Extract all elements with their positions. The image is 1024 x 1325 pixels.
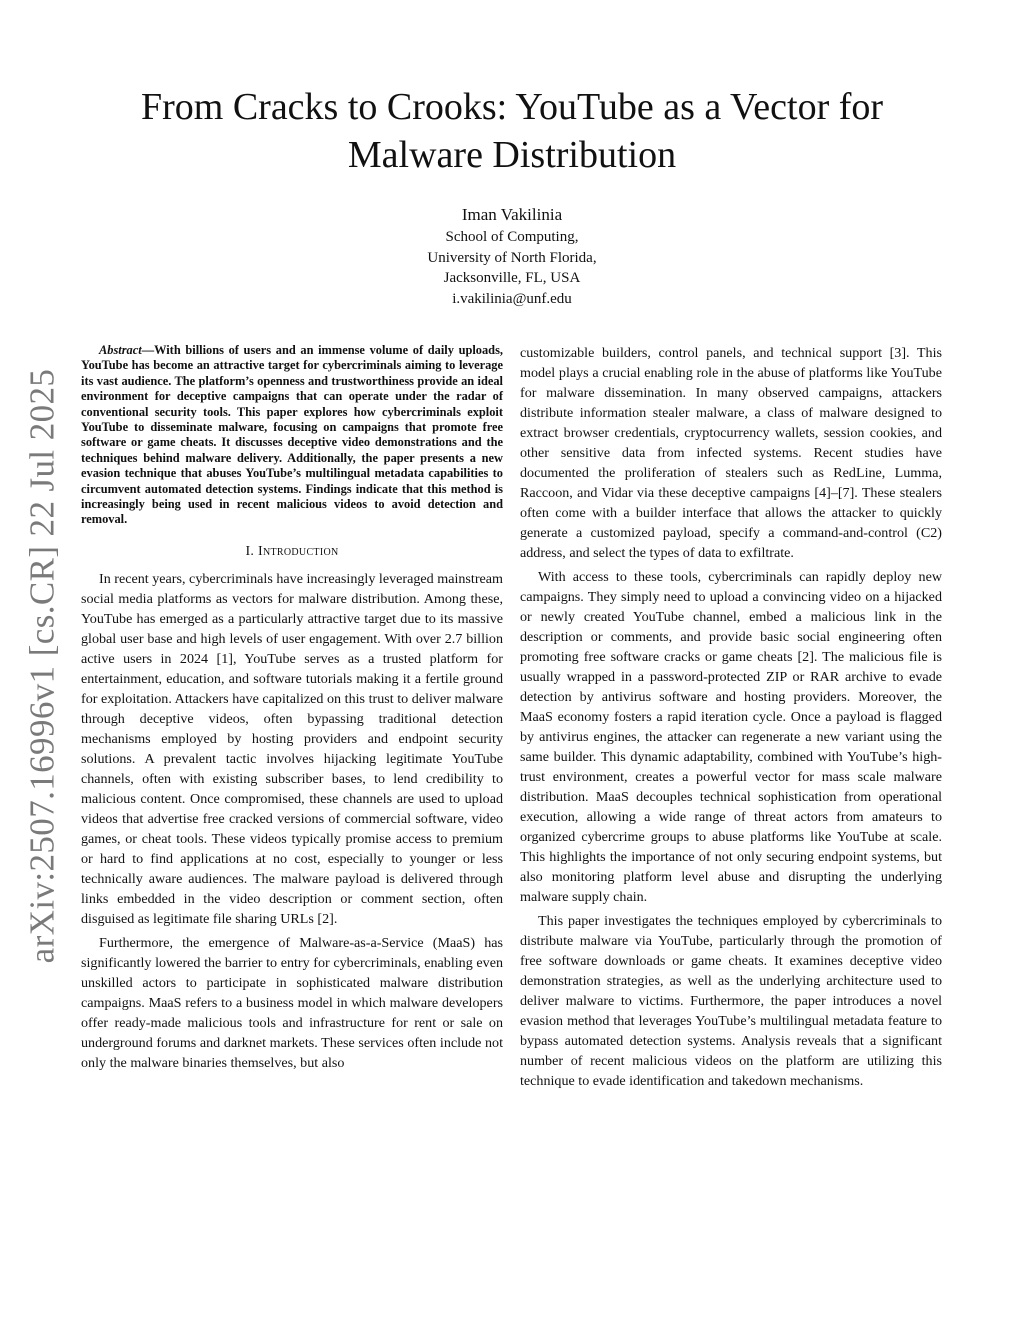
- title-line-2: Malware Distribution: [347, 134, 677, 176]
- author-name: Iman Vakilinia: [461, 205, 563, 224]
- abstract-text: —With billions of users and an immense volume of daily uploads, YouTube has become an attractive target for cybercriminals aiming to leverage its vast audience. The platform’s openness and trustworthiness provide an ideal environment for deceptive campaigns that can operate under the radar of conventional security tools. This paper explores how cybercriminals exploit YouTube to disseminate malware, focusing on campaigns that promote free software or game cheats. It discusses deceptive video demonstrations and the techniques behind malware delivery. Additionally, the paper presents a new evasion technique that abuses YouTube’s multilingual metadata capabilities to circumvent automated detection systems. Findings indicate that this method is increasingly being used in recent malicious videos to avoid detection and removal.: [81, 343, 503, 527]
- section-number: I.: [245, 543, 259, 559]
- arxiv-identifier: arXiv:2507.16996v1 [cs.CR] 22 Jul 2025: [22, 368, 61, 964]
- abstract: [81, 343, 503, 528]
- author-email: i.vakilinia@unf.edu: [452, 290, 572, 307]
- title-line-1: From Cracks to Crooks: YouTube as a Vector for: [140, 86, 884, 128]
- intro-paragraph-2: Furthermore, the emergence of Malware-as-a-Service (MaaS) has significantly lowered the barrier to entry for cybercriminals, enabling even unskilled actors to participate in sophisticated malware distribution campaigns. MaaS refers to a business model in which malware developers offer ready-made malicious tools and infrastructure for rent or sale on underground forums and darknet markets. These services often include not only the malware binaries themselves, but also: [81, 934, 503, 1071]
- author-block: [300, 203, 724, 309]
- right-column: [520, 343, 942, 1095]
- abstract-label: Abstract: [99, 343, 142, 357]
- section-title: Introduction: [258, 543, 339, 559]
- author-affiliation-school: School of Computing,: [445, 229, 579, 245]
- left-column: [81, 343, 503, 1077]
- arxiv-sidebar-stamp: [6, 368, 78, 964]
- intro-paragraph-4: This paper investigates the techniques employed by cybercriminals to distribute malware via YouTube, particularly through the promotion of free software downloads or game cheats. It examines deceptive video demonstration strategies, as well as the underlying architecture used to deliver malware to victims. Furthermore, the paper introduces a novel evasion method that leverages YouTube’s multilingual metadata feature to bypass automated detection systems. Analysis reveals that a significant number of recent malicious videos on the platform are utilizing this technique to evade identification and takedown mechanisms.: [520, 913, 942, 1089]
- intro-paragraph-1: In recent years, cybercriminals have increasingly leveraged mainstream social media platforms as vectors for malware distribution. Among these, YouTube has emerged as a particularly attractive target due to its massive global user base and high levels of user engagement. With over 2.7 billion active users in 2024 [1], YouTube serves as a trusted platform for entertainment, education, and software tutorials making it a fertile ground for exploitation. Attackers have capitalized on this trust to deliver malware through deceptive videos, often bypassing traditional detection mechanisms employed by hosting providers and endpoint security solutions. A prevalent tactic involves hijacking legitimate YouTube channels, often with existing subscriber bases, to lend credibility to malicious content. Once compromised, these channels are used to upload videos that advertise free cracked versions of commercial software, video games, or cheat tools. These videos typically promise access to premium or hard to find applications at no cost, especially to younger or less technically aware audiences. The malware payload is delivered through links embedded in the video description or comment section, often disguised as legitimate file sharing URLs [2].: [81, 570, 503, 927]
- section-heading-introduction: [81, 542, 503, 562]
- intro-paragraph-2-continued: customizable builders, control panels, and technical support [3]. This model plays a crucial enabling role in the abuse of platforms like YouTube for malware dissemination. In many observed campaigns, attackers distribute information stealer malware, a class of malware designed to extract browser credentials, cryptocurrency wallets, session cookies, and other sensitive data from infected systems. Recent studies have documented the proliferation of stealers such as RedLine, Lumma, Raccoon, and Vidar via these deceptive campaigns [4]–[7]. These stealers often come with a builder interface that allows the attacker to quickly generate a customized payload, specify a command-and-control (C2) address, and select the types of data to exfiltrate.: [520, 345, 942, 561]
- intro-paragraph-3: With access to these tools, cybercriminals can rapidly deploy new campaigns. They simply need to upload a convincing video on a hijacked or newly created YouTube channel, embed a malicious link in the description or comments, and provide basic social engineering often promoting free software cracks or game cheats [2]. The malicious file is usually wrapped in a password-protected ZIP or RAR archive to evade detection by antivirus software and hosting providers. Moreover, the MaaS economy fosters a rapid iteration cycle. Once a payload is flagged by antivirus engines, the attacker can regenerate a new variant using the same builder. This dynamic adaptability, combined with YouTube’s high-trust environment, creates a powerful vector for mass scale malware distribution. MaaS decouples technical sophistication from operational execution, allowing a wide range of threat actors from amateurs to organized cybercrime groups to abuse platforms like YouTube at scale. This highlights the importance of not only securing endpoint systems, but also monitoring platform level abuse and disrupting the underlying malware supply chain.: [520, 569, 942, 905]
- author-affiliation-university: University of North Florida,: [427, 249, 597, 266]
- author-location: Jacksonville, FL, USA: [443, 270, 581, 286]
- paper-title: [80, 83, 944, 179]
